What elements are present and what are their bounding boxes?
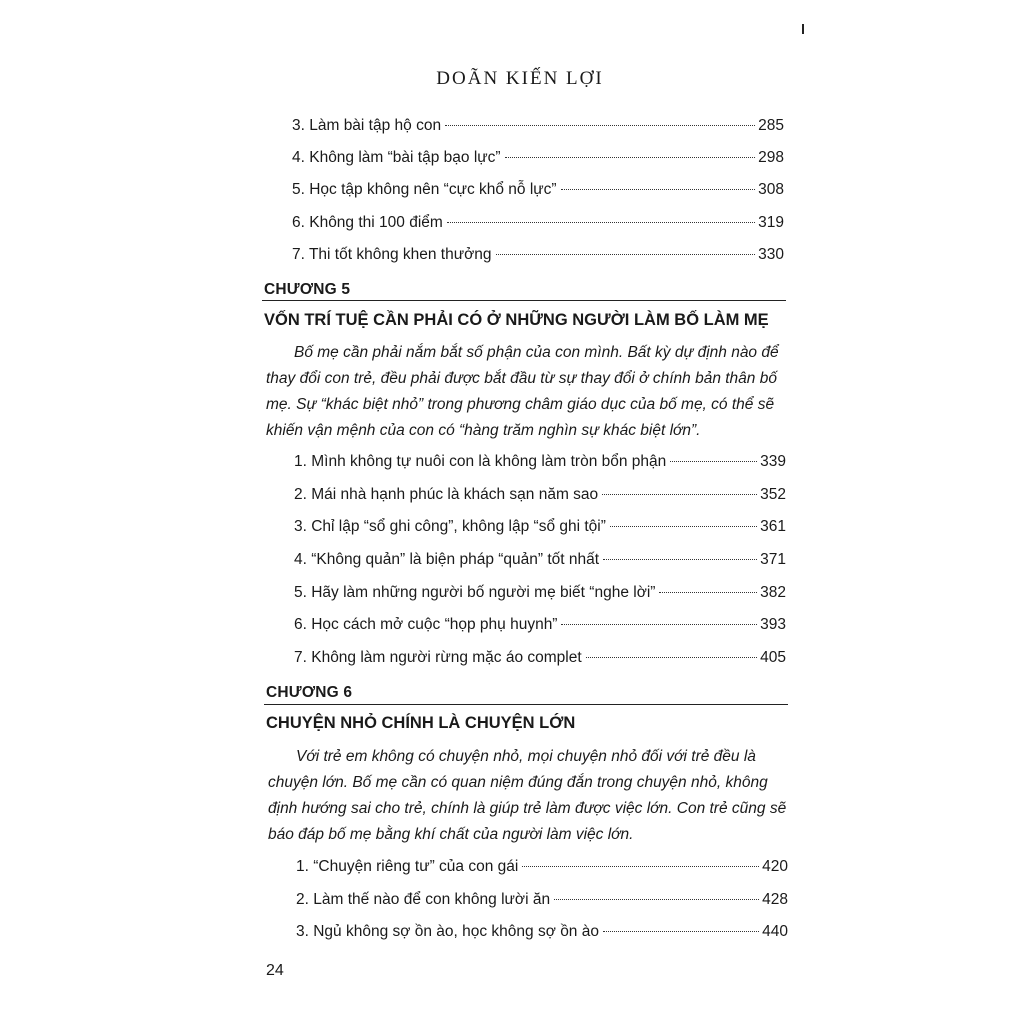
toc-entry[interactable] <box>292 214 784 236</box>
chapter-5-title: VỐN TRÍ TUỆ CẦN PHẢI CÓ Ở NHỮNG NGƯỜI LÀM BỐ LÀM MẸ <box>264 311 769 329</box>
dot-leader <box>505 157 756 158</box>
toc-entry-title: 3. Ngủ không sợ ồn ào, học không sợ ồn ào <box>296 923 599 940</box>
dot-leader <box>670 461 757 462</box>
chapter-5-intro <box>266 340 786 444</box>
dot-leader <box>561 189 756 190</box>
print-mark <box>802 24 804 34</box>
toc-entry[interactable] <box>292 149 784 171</box>
toc-entry-page: 308 <box>758 181 784 198</box>
toc-entry[interactable] <box>294 486 786 508</box>
toc-entry-title: 7. Không làm người rừng mặc áo complet <box>294 649 582 666</box>
toc-entry-title: 5. Học tập không nên “cực khổ nỗ lực” <box>292 181 557 198</box>
toc-entry-page: 371 <box>760 551 786 568</box>
toc-entry-title: 1. “Chuyện riêng tư” của con gái <box>296 858 519 875</box>
toc-entry-title: 3. Chỉ lập “sổ ghi công”, không lập “sổ ghi tội” <box>294 518 606 535</box>
toc-entry-page: 428 <box>762 891 788 908</box>
dot-leader <box>561 624 757 625</box>
chapter-6-rule <box>264 704 788 705</box>
toc-entry[interactable] <box>296 923 788 945</box>
toc-entry-page: 298 <box>758 149 784 166</box>
toc-entry[interactable] <box>292 181 784 203</box>
toc-entry[interactable] <box>294 584 786 606</box>
toc-entry-title: 4. Không làm “bài tập bạo lực” <box>292 149 501 166</box>
toc-entry-title: 3. Làm bài tập hộ con <box>292 117 442 134</box>
toc-entry[interactable] <box>294 649 786 671</box>
dot-leader <box>447 222 755 223</box>
toc-entry[interactable] <box>294 453 786 475</box>
toc-entry[interactable] <box>292 117 784 139</box>
toc-entry-page: 393 <box>760 616 786 633</box>
toc-entry-page: 440 <box>762 923 788 940</box>
toc-entry-page: 420 <box>762 858 788 875</box>
dot-leader <box>522 866 759 867</box>
dot-leader <box>610 526 757 527</box>
toc-entry-title: 7. Thi tốt không khen thưởng <box>292 246 492 263</box>
toc-entry[interactable] <box>296 858 788 880</box>
toc-entry-title: 6. Không thi 100 điểm <box>292 214 443 231</box>
toc-entry-page: 352 <box>760 486 786 503</box>
chapter-6-intro <box>268 744 788 848</box>
toc-entry-title: 1. Mình không tự nuôi con là không làm tròn bổn phận <box>294 453 667 470</box>
dot-leader <box>603 931 759 932</box>
toc-entry[interactable] <box>294 518 786 540</box>
dot-leader <box>445 125 755 126</box>
toc-entry[interactable] <box>296 891 788 913</box>
toc-entry-page: 285 <box>758 117 784 134</box>
toc-entry-page: 319 <box>758 214 784 231</box>
dot-leader <box>554 899 759 900</box>
toc-entry[interactable] <box>294 551 786 573</box>
chapter-5-label: CHƯƠNG 5 <box>264 281 351 298</box>
toc-entry-page: 361 <box>760 518 786 535</box>
chapter-5-intro-text: Bố mẹ cần phải nắm bắt số phận của con mình. Bất kỳ dự định nào để thay đổi con trẻ, đều phải được bắt đầu từ sự thay đổi ở chính bản thân bố mẹ. Sự “khác biệt nhỏ” trong phương châm giáo dục của bố mẹ, có thể sẽ khiến vận mệnh của con có “hàng trăm nghìn sự khác biệt lớn”. <box>266 344 779 439</box>
toc-entry-page: 330 <box>758 246 784 263</box>
chapter-6-title: CHUYỆN NHỎ CHÍNH LÀ CHUYỆN LỚN <box>266 714 576 732</box>
toc-entry-title: 5. Hãy làm những người bố người mẹ biết “nghe lời” <box>294 584 656 601</box>
chapter-6-label: CHƯƠNG 6 <box>266 684 353 701</box>
running-head: DOÃN KIẾN LỢI <box>436 68 604 89</box>
toc-entry[interactable] <box>294 616 786 638</box>
toc-entry[interactable] <box>292 246 784 268</box>
dot-leader <box>586 657 757 658</box>
toc-entry-title: 6. Học cách mở cuộc “họp phụ huynh” <box>294 616 558 633</box>
dot-leader <box>659 592 757 593</box>
chapter-6-intro-text: Với trẻ em không có chuyện nhỏ, mọi chuyện nhỏ đối với trẻ đều là chuyện lớn. Bố mẹ cần có quan niệm đúng đắn trong chuyện nhỏ, không định hướng sai cho trẻ, chính là giúp trẻ làm được việc lớn. Con trẻ cũng sẽ báo đáp bố mẹ bằng khí chất của người làm việc lớn. <box>268 748 787 843</box>
toc-entry-page: 382 <box>760 584 786 601</box>
toc-entry-title: 2. Làm thế nào để con không lười ăn <box>296 891 551 908</box>
page-number: 24 <box>266 962 284 979</box>
toc-entry-title: 2. Mái nhà hạnh phúc là khách sạn năm sao <box>294 486 599 503</box>
toc-entry-page: 339 <box>760 453 786 470</box>
dot-leader <box>602 494 757 495</box>
dot-leader <box>603 559 757 560</box>
toc-entry-title: 4. “Không quản” là biện pháp “quản” tốt nhất <box>294 551 600 568</box>
toc-entry-page: 405 <box>760 649 786 666</box>
dot-leader <box>496 254 756 255</box>
chapter-5-rule <box>262 300 786 301</box>
